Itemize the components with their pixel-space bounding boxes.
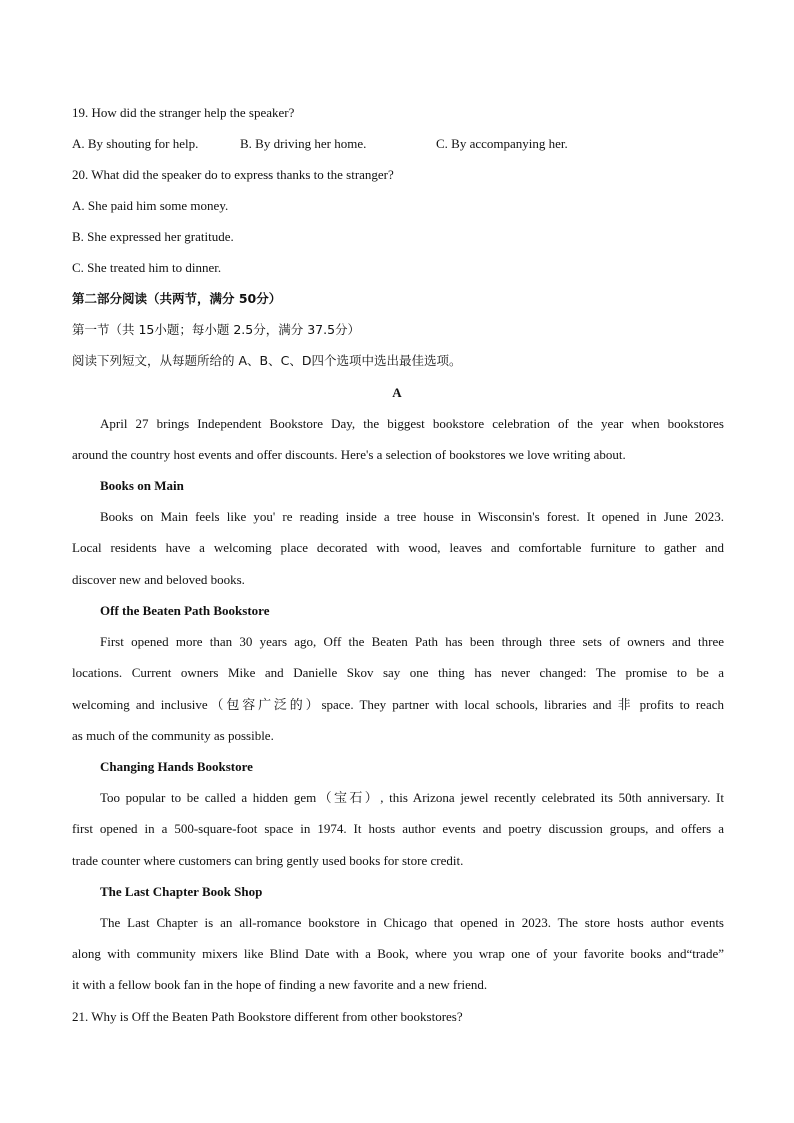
passage-letter: A: [392, 385, 402, 400]
store-text-line: discover new and beloved books.: [72, 572, 245, 587]
store-heading-off-the-beaten-path: Off the Beaten Path Bookstore: [100, 603, 270, 618]
store-text-line: The Last Chapter is an all-romance bookstore in Chicago that opened in 2023. The store hosts author events: [100, 915, 724, 930]
intro-line-1: April 27 brings Independent Bookstore Day, the biggest bookstore celebration of the year when bookstores: [100, 416, 724, 431]
question-20-option-a: A. She paid him some money.: [72, 198, 229, 213]
question-20-stem: 20. What did the speaker do to express thanks to the stranger?: [72, 167, 394, 182]
store-text-line: Local residents have a welcoming place decorated with wood, leaves and comfortable furniture to gather and: [72, 540, 724, 555]
store-heading-the-last-chapter: The Last Chapter Book Shop: [100, 884, 263, 899]
question-21-stem: 21. Why is Off the Beaten Path Bookstore different from other bookstores?: [72, 1009, 463, 1024]
store-text-line: first opened in a 500-square-foot space in 1974. It hosts author events and poetry discussion groups, and offers a: [72, 821, 724, 836]
store-text-line: Too popular to be called a hidden gem（宝石）, this Arizona jewel recently celebrated its 50th anniversary. It: [100, 790, 724, 805]
store-heading-changing-hands: Changing Hands Bookstore: [100, 759, 253, 774]
question-19-option-b: B. By driving her home.: [240, 136, 367, 151]
question-20-option-b: B. She expressed her gratitude.: [72, 229, 234, 244]
store-text-line: Books on Main feels like you' re reading inside a tree house in Wisconsin's forest. It opened in June 2023.: [100, 509, 724, 524]
store-text-line: it with a fellow book fan in the hope of finding a new favorite and a new friend.: [72, 977, 488, 992]
question-19-option-a: A. By shouting for help.: [72, 136, 199, 151]
store-text-line: along with community mixers like Blind Date with a Book, where you wrap one of your favorite books and“trade”: [72, 946, 724, 961]
section-instruction: 阅读下列短文，从每题所给的 A、B、C、D四个选项中选出最佳选项。: [72, 353, 462, 368]
part-title: 第二部分阅读（共两节，满分 50分）: [72, 291, 282, 306]
subsection-title: 第一节（共 15小题；每小题 2.5分，满分 37.5分）: [72, 322, 361, 337]
question-19-stem: 19. How did the stranger help the speaker?: [72, 105, 295, 120]
store-text-line: trade counter where customers can bring gently used books for store credit.: [72, 853, 464, 868]
intro-line-2: around the country host events and offer discounts. Here's a selection of bookstores we love writing about.: [72, 447, 626, 462]
store-text-line: First opened more than 30 years ago, Off the Beaten Path has been through three sets of owners and three: [100, 634, 724, 649]
store-text-line: locations. Current owners Mike and Danielle Skov say one thing has never changed: The promise to be a: [72, 665, 724, 680]
store-text-line: as much of the community as possible.: [72, 728, 274, 743]
question-19-option-c: C. By accompanying her.: [436, 136, 568, 151]
store-heading-books-on-main: Books on Main: [100, 478, 184, 493]
question-20-option-c: C. She treated him to dinner.: [72, 260, 222, 275]
store-text-line: welcoming and inclusive（包容广泛的）space. They partner with local schools, libraries and 非 profits to reach: [72, 697, 724, 712]
